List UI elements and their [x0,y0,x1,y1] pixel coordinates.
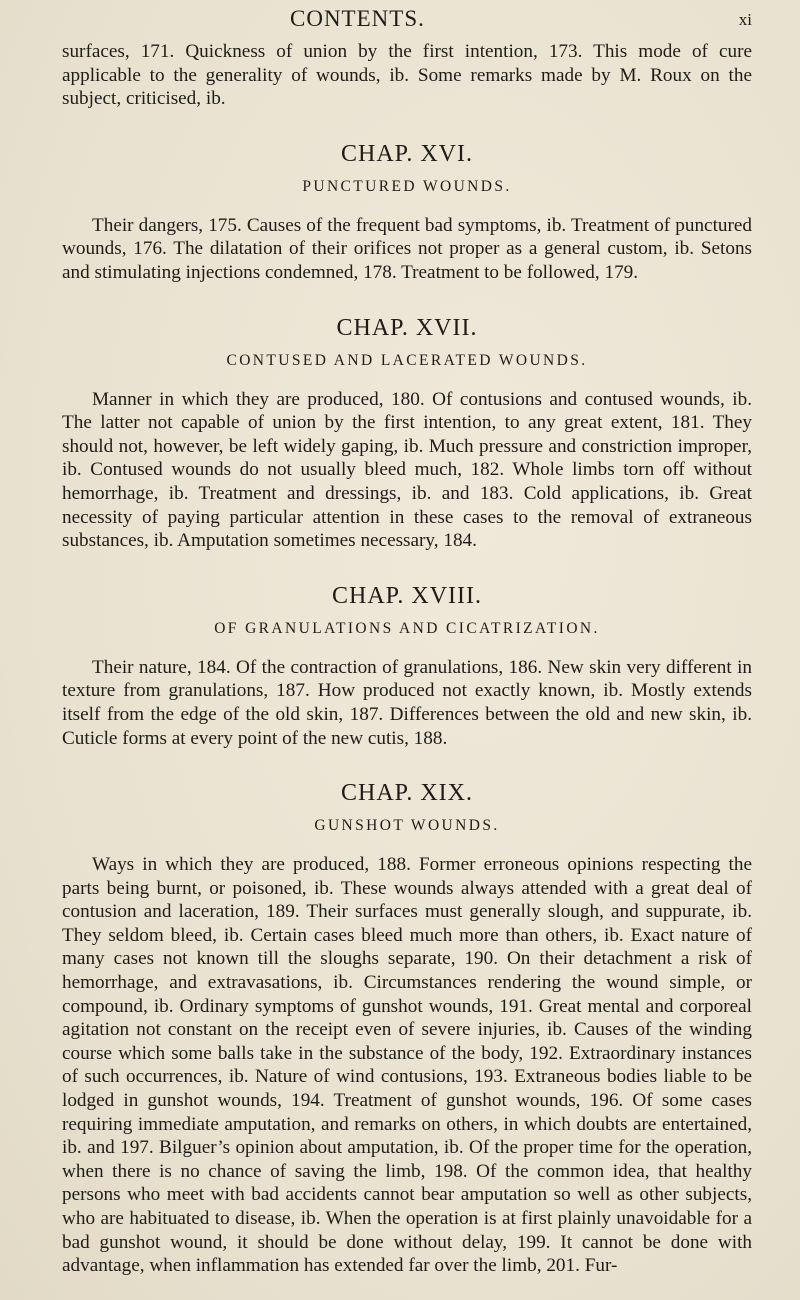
continued-paragraph: surfaces, 171. Quickness of union by the first intention, 173. This mode of cure applicable to the generality of wounds, ib. Some remarks made by M. Roux on the subject, criticised, ib. [62,41,752,110]
contents-page [62,6,752,1278]
chapter-heading: CHAP. XVII. [336,314,478,341]
page-number: xi [738,10,752,29]
chapter-heading: CHAP. XVI. [340,140,473,167]
chapter-heading: CHAP. XIX. [340,780,473,807]
running-head [62,6,752,40]
chapter-summary: Their dangers, 175. Causes of the frequent bad symptoms, ib. Treatment of punctured wounds, 176. The dilatation of their orifices not proper as a general custom, ib. Setons and stimulating injections condemned, 178. Treatment to be followed, 179. [62,214,752,283]
chapter-subtitle: OF GRANULATIONS AND CICATRIZATION. [214,619,600,637]
running-title: CONTENTS. [290,6,425,31]
chapter-summary: Ways in which they are produced, 188. Former erroneous opinions respecting the parts being burnt, or poisoned, ib. These wounds always attended with a great deal of contusion and laceration, 189. Their surfaces must generally slough, and suppurate, ib. They seldom bleed, ib. Certain cases bleed much more than others, ib. Exact nature of many cases not known till the sloughs separate, 190. On their detachment a risk of hemorrhage, and extravasations, ib. Circumstances rendering the wound simple, or compound, ib. Ordinary symptoms of gunshot wounds, 191. Great mental and corporeal agitation not constant on the receipt even of severe injuries, ib. Causes of the winding course which some balls take in the substance of the body, 192. Extraordinary instances of such occurrences, ib. Nature of wind contusions, 193. Extraneous bodies liable to be lodged in gunshot wounds, 194. Treatment of gunshot wounds, 196. Of some cases requiring immediate amputation, and remarks on others, in which doubts are entertained, ib. and 197. Bilguer’s opinion about amputation, ib. Of the proper time for the operation, when there is no chance of saving the limb, 198. Of the common idea, that healthy persons who meet with bad accidents cannot bear amputation so well as other subjects, who are habituated to disease, ib. When the operation is at first plainly unavoidable for a bad gunshot wound, it should be done without delay, 199. It cannot be done with advantage, when inflammation has extended far over the limb, 201. Fur- [62,854,752,1277]
chapter-xvii [62,315,752,553]
chapter-xix [62,780,752,1278]
chapter-summary: Manner in which they are produced, 180. Of contusions and contused wounds, ib. The latter not capable of union by the first intention, to any great extent, 181. They should not, however, be left widely gaping, ib. Much pressure and constriction improper, ib. Contused wounds do not usually bleed much, 182. Whole limbs torn off without hemorrhage, ib. Treatment and dressings, ib. and 183. Cold applications, ib. Great necessity of paying particular attention in these cases to the removal of extraneous substances, ib. Amputation sometimes necessary, 184. [62,388,752,552]
chapter-subtitle: CONTUSED AND LACERATED WOUNDS. [226,351,588,369]
chapter-summary: Their nature, 184. Of the contraction of granulations, 186. New skin very different in texture from granulations, 187. How produced not exactly known, ib. Mostly extends itself from the edge of the old skin, 187. Differences between the old and new skin, ib. Cuticle forms at every point of the new cutis, 188. [62,656,752,749]
chapter-xviii [62,583,752,750]
chapter-xvi [62,141,752,285]
chapter-heading: CHAP. XVIII. [332,582,482,609]
chapter-subtitle: PUNCTURED WOUNDS. [302,177,512,195]
chapter-subtitle: GUNSHOT WOUNDS. [314,817,500,835]
